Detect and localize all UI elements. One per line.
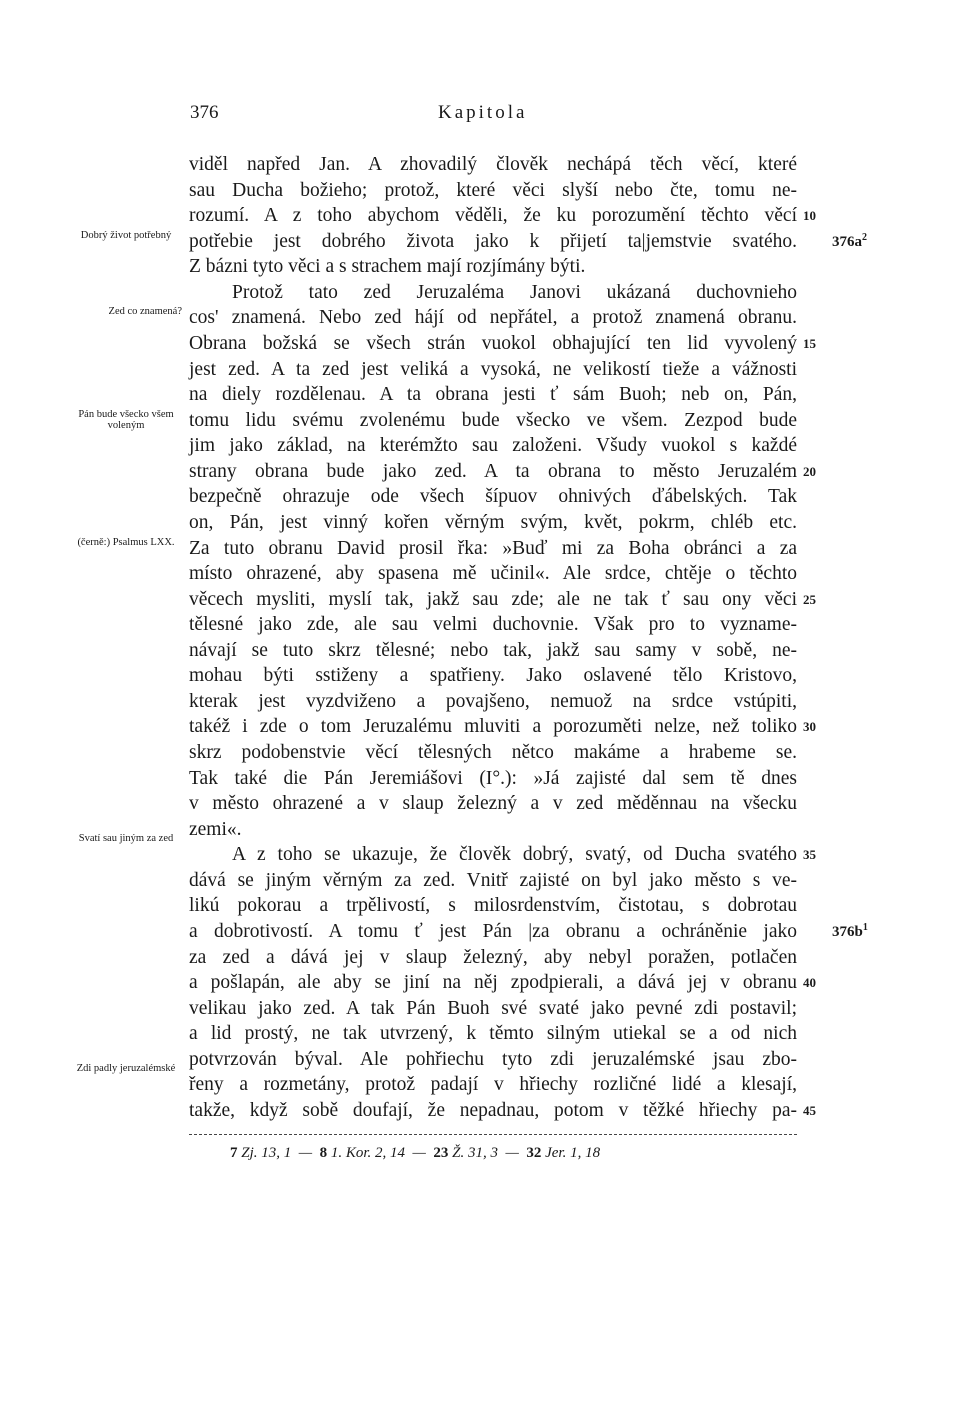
- text-line: likú pokorau a trpělivostí, s milosrdenstvím, čistotau, s dobrotau: [189, 895, 797, 916]
- text-line: zemi«.: [189, 819, 242, 840]
- text-line: potvrzován býval. Ale pohřiechu tyto zdi jeruzalémské jsau zbo-: [189, 1049, 797, 1070]
- text-line: viděl napřed Jan. A zhovadilý člověk nechápá těch věcí, které: [189, 154, 797, 175]
- text-line: jim jako základ, na kterémžto sau založeni. Všudy vuokol s každé: [189, 435, 797, 456]
- text-line: na diely rozdělenau. A ta obrana jesti ť sám Buoh; neb on, Pán,: [189, 384, 797, 405]
- footnote-reference: Zj. 13, 1: [241, 1145, 292, 1161]
- text-line: řeny a rozmetány, protož padají v hřiechy rozličné lidé a klesají,: [189, 1074, 797, 1095]
- text-line: Obrana božská se všech strán vuokol obhajující ten lid vyvolený: [189, 333, 797, 354]
- text-line: velikau jako zed. A tak Pán Buoh své svaté jako pevné zdi postavil;: [189, 998, 797, 1019]
- folio-sup: 2: [862, 232, 867, 243]
- line-number: 15: [803, 336, 816, 351]
- margin-note: Zdi padly jeruzalémské: [76, 1063, 176, 1074]
- text-line: on, Pán, jest vinný kořen věrným svým, květ, pokrm, chléb etc.: [189, 512, 797, 533]
- margin-note: Dobrý život potřebný: [80, 230, 172, 241]
- text-line: a pošlapán, ale aby se jiní na něj zpodpierali, a dává jej v obranu: [189, 972, 797, 993]
- footnote-line-number: 8: [319, 1145, 328, 1161]
- text-line: Protož tato zed Jeruzaléma Janovi ukázaná duchovnieho: [232, 282, 797, 303]
- line-number: 30: [803, 719, 816, 734]
- margin-note: (černě:) Psalmus LXX.: [77, 537, 175, 548]
- footnote-line-number: 7: [230, 1145, 238, 1161]
- text-line: skrz podobenstvie věcí tělesných nětco makáme a hrabeme se.: [189, 742, 797, 763]
- footnotes: 7 Zj. 13, 1 — 8 1. Kor. 2, 14 — 23 Ž. 31, 3 — 32 Jer. 1, 18: [230, 1145, 601, 1161]
- folio-marker: [832, 232, 867, 251]
- line-number: 10: [803, 208, 816, 223]
- text-line: tělesné jako zde, ale sau velmi duchovnie. Však pro to vyzname-: [189, 614, 797, 635]
- page-number: 376: [190, 102, 219, 123]
- text-line: v město ohrazené a v slaup železný a v zed měděnnau na všecku: [189, 793, 797, 814]
- text-line: A z toho se ukazuje, že člověk dobrý, svatý, od Ducha svatého: [232, 844, 797, 865]
- line-number: 25: [803, 592, 816, 607]
- footnote-reference: Jer. 1, 18: [545, 1145, 601, 1161]
- text-line: kterak jest vyzdviženo a povajšeno, nemuož na srdce vstúpiti,: [189, 691, 797, 712]
- text-line: Za tuto obranu David prosil řka: »Buď mi za Boha obránci a za: [189, 538, 797, 559]
- margin-note: Zed co znamená?: [108, 306, 182, 317]
- text-line: takže, když sobě doufají, že nepadnau, potom v těžké hřiechy pa-: [189, 1100, 797, 1121]
- line-number: 20: [803, 464, 816, 479]
- text-line: takéž i zde o tom Jeruzalému mluviti a porozuměti nelze, než toliko: [189, 716, 797, 737]
- folio-marker: [832, 922, 868, 941]
- text-line: strany obrana bude jako zed. A ta obrana to město Jeruzalém: [189, 461, 797, 482]
- text-line: návají se tuto skrz tělesné; nebo tak, jakž sau samy v sobě, ne-: [189, 640, 797, 661]
- line-number: 40: [803, 975, 816, 990]
- text-line: Tak také die Pán Jeremiášovi (I°.): »Já zajisté dal sem tě dnes: [189, 768, 797, 789]
- text-line: a dobrotivostí. A tomu ť jest Pán |za obranu a ochráněnie jako: [189, 921, 797, 942]
- text-line: potřebie jest dobrého života jako k přijetí ta|jemstvie svatého.: [189, 231, 797, 252]
- text-line: za zed a dává jej v slaup železný, aby nebyl poražen, potlačen: [189, 947, 797, 968]
- line-number: 35: [803, 847, 816, 862]
- text-line: bezpečně ohrazuje ode všech šípuov ohnivých ďábelských. Tak: [189, 486, 797, 507]
- margin-note: Svatí sau jiným za zed: [78, 833, 174, 844]
- text-line: dává se jiným věrným za zed. Vnitř zajisté on byl jako město s ve-: [189, 870, 797, 891]
- text-line: Z bázni tyto věci a s strachem mají rozjímány býti.: [189, 256, 586, 277]
- text-line: věcech mysliti, myslí tak, jakž sau zde; ale ne tak ť sau ony věci: [189, 589, 797, 610]
- margin-note: Pán bude všecko všem voleným: [78, 409, 174, 431]
- line-number: 45: [803, 1103, 816, 1118]
- text-line: rozumí. A z toho abychom věděli, že ku porozumění těchto věcí: [189, 205, 797, 226]
- text-line: a lid prostý, ne tak utvrzený, k těmto silným utiekal se a od nich: [189, 1023, 797, 1044]
- footnote-line-number: 23: [433, 1145, 449, 1161]
- text-line: jest zed. A ta zed jest veliká a vysoká, ne velikostí tieže a vážnosti: [189, 359, 797, 380]
- footnote-reference: 1. Kor. 2, 14: [330, 1145, 406, 1161]
- folio-label: 376b: [832, 924, 863, 940]
- footnote-separator: [189, 1134, 797, 1135]
- folio-label: 376a: [832, 234, 862, 250]
- text-line: sau Ducha božieho; protož, které věci slyší nebo čte, tomu ne-: [189, 180, 797, 201]
- folio-sup: 1: [862, 922, 868, 933]
- running-title: Kapitola: [438, 102, 528, 123]
- text-line: tomu lidu svému zvolenému bude všecko ve všem. Zezpod bude: [189, 410, 797, 431]
- footnote-reference: Ž. 31, 3: [452, 1145, 498, 1161]
- footnote-line-number: 32: [526, 1145, 542, 1161]
- text-line: cos' znamená. Nebo zed hájí od nepřátel, a protož znamená obranu.: [189, 307, 797, 328]
- text-line: místo ohrazené, aby spasena mě učinil«. Ale srdce, chtěje o těchto: [189, 563, 797, 584]
- text-line: mohau býti sstiženy a spatřieny. Jako oslavené tělo Kristovo,: [189, 665, 797, 686]
